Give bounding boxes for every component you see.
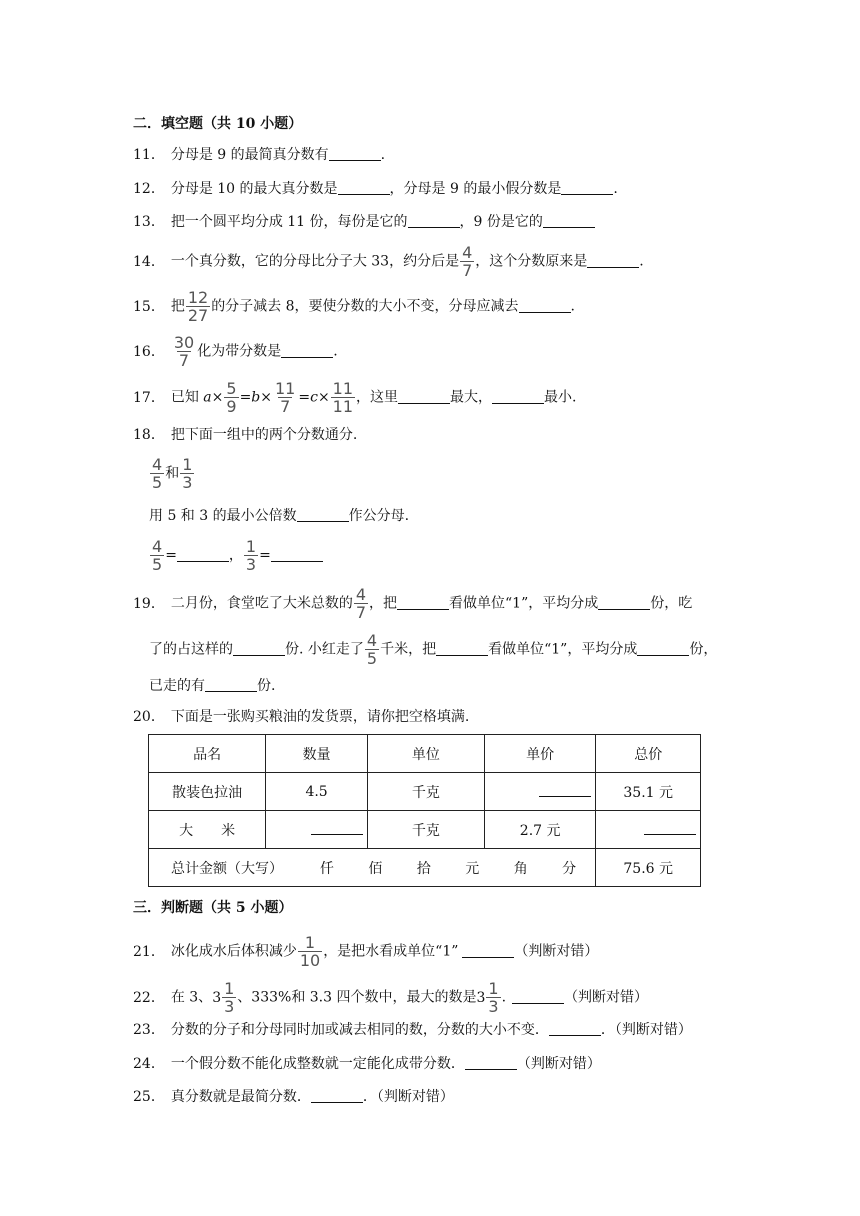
table-cell-blank[interactable] (484, 773, 595, 811)
times-sign: × (211, 389, 224, 406)
question-25 (133, 1087, 454, 1107)
answer-blank[interactable] (233, 641, 285, 656)
answer-blank[interactable] (398, 389, 450, 404)
question-text: 份. 小红走了 (285, 641, 364, 658)
total-amount-cell[interactable] (149, 849, 596, 887)
question-number: 19． (133, 595, 165, 612)
question-number: 14． (133, 253, 165, 270)
unit-jiao: 角 (513, 860, 528, 877)
numerator: 1 (304, 933, 316, 952)
equals-sign: = (298, 389, 311, 406)
question-text: ，是把水看成单位“1” (323, 943, 459, 960)
answer-blank[interactable] (436, 641, 488, 656)
table-cell: 千克 (367, 811, 484, 849)
section-title-fill-blank: 二．填空题（共 10 小题） (133, 116, 303, 132)
judge-hint: （判断对错） (514, 943, 599, 960)
answer-blank[interactable] (397, 595, 449, 610)
judge-hint: （判断对错） (516, 1056, 601, 1072)
question-text: ，分母是 9 的最小假分数是 (389, 181, 562, 197)
fraction (180, 456, 194, 491)
fraction (486, 980, 500, 1015)
table-cell-blank[interactable] (596, 811, 701, 849)
whole-part: 3 (476, 989, 486, 1006)
question-text: 用 5 和 3 的最小公倍数 (149, 508, 297, 524)
table-header-row (149, 735, 701, 773)
variable-c: c (310, 389, 318, 406)
section-title-true-false: 三．判断题（共 5 小题） (133, 900, 293, 916)
equals-sign: = (165, 547, 177, 564)
question-text: 冰化成水后体积减少 (170, 943, 297, 960)
question-number: 12． (133, 181, 165, 197)
header-cell: 单价 (484, 735, 595, 773)
answer-blank[interactable] (205, 677, 257, 692)
question-21 (133, 934, 598, 969)
header-cell: 数量 (266, 735, 368, 773)
question-text: ，9 份是它的 (459, 214, 543, 230)
header-cell: 品名 (149, 735, 266, 773)
table-row (149, 773, 701, 811)
table-cell: 大 米 (149, 811, 266, 849)
times-sign: × (260, 389, 272, 406)
answer-blank[interactable] (539, 782, 591, 797)
question-text: 把下面一组中的两个分数通分. (170, 427, 358, 443)
unit-fen: 分 (562, 860, 577, 877)
answer-blank[interactable] (329, 146, 381, 161)
answer-blank[interactable] (561, 180, 613, 195)
numerator: 4 (355, 585, 367, 604)
header-cell: 总价 (596, 735, 701, 773)
question-text: 份. (257, 678, 276, 694)
fraction (298, 934, 322, 969)
question-number: 18． (133, 427, 165, 443)
numerator: 5 (226, 379, 237, 398)
question-17 (133, 380, 576, 415)
variable-a: a (203, 389, 212, 406)
equals-sign: = (239, 389, 252, 406)
fraction (224, 380, 238, 415)
fraction (186, 289, 210, 324)
question-text: 把 (170, 298, 185, 315)
answer-blank[interactable] (177, 547, 229, 562)
answer-blank[interactable] (297, 507, 349, 522)
denominator: 9 (226, 397, 237, 416)
punctuation: . (613, 181, 618, 197)
question-20 (133, 707, 469, 727)
denominator: 7 (355, 603, 367, 622)
fraction (222, 980, 236, 1015)
question-text: 一个假分数不能化成整数就一定能化成带分数． (170, 1056, 465, 1072)
fraction (460, 244, 474, 279)
question-text: ，这里 (356, 389, 399, 406)
numerator: 4 (462, 243, 473, 262)
question-text: 真分数就是最简分数． (170, 1089, 311, 1105)
fraction (354, 586, 368, 621)
question-text: 化为带分数是 (197, 343, 282, 360)
denominator: 11 (332, 397, 354, 416)
question-text: 看做单位“1”，平均分成 (449, 595, 599, 612)
punctuation: . (501, 989, 507, 1006)
unit-yuan: 元 (465, 860, 480, 877)
question-12 (133, 179, 618, 199)
mixed-number (476, 979, 502, 1016)
whole-part: 3 (212, 989, 222, 1006)
question-24 (133, 1054, 601, 1074)
question-number: 21． (133, 943, 165, 960)
answer-blank[interactable] (465, 1055, 517, 1070)
unit-shi: 拾 (416, 860, 431, 877)
total-label: 总计金额（大写） (171, 860, 283, 877)
equals-sign: = (259, 547, 271, 564)
denominator: 5 (152, 473, 163, 492)
table-row (149, 811, 701, 849)
header-cell: 单位 (367, 735, 484, 773)
answer-blank[interactable] (519, 298, 571, 313)
judge-hint: （判断对错） (564, 989, 649, 1006)
judge-hint: （判断对错） (614, 1022, 692, 1038)
question-number: 11． (133, 147, 165, 163)
answer-blank[interactable] (644, 820, 696, 835)
answer-blank[interactable] (271, 547, 323, 562)
answer-blank[interactable] (587, 253, 639, 268)
numerator: 11 (275, 379, 296, 398)
unit-qian: 仟 (319, 860, 334, 877)
fraction (150, 538, 164, 573)
question-number: 22． (133, 989, 165, 1006)
question-18 (133, 425, 357, 445)
times-sign: × (317, 389, 330, 406)
numerator: 30 (173, 333, 195, 352)
question-19-line-1 (133, 586, 692, 621)
question-text: 份， (689, 641, 718, 658)
question-text: 分母是 9 的最简真分数有 (170, 147, 329, 163)
denominator: 3 (488, 997, 499, 1016)
question-23 (133, 1020, 692, 1040)
question-11 (133, 145, 385, 165)
question-text: 在 3、 (170, 989, 213, 1006)
invoice-table (148, 734, 701, 887)
question-text: 二月份，食堂吃了大米总数的 (170, 595, 353, 612)
denominator: 7 (178, 351, 190, 370)
answer-blank[interactable] (462, 943, 514, 958)
fraction (273, 380, 297, 415)
question-15 (133, 289, 575, 324)
fraction (365, 632, 379, 667)
answer-blank[interactable] (598, 595, 650, 610)
denominator: 7 (280, 397, 291, 416)
question-text: 的分子减去 8，要使分数的大小不变，分母应减去 (211, 298, 519, 315)
question-number: 23． (133, 1022, 165, 1038)
answer-blank[interactable] (543, 213, 595, 228)
question-text: 分母是 10 的最大真分数是 (170, 181, 338, 197)
question-18-lcm-line (149, 506, 409, 526)
question-text: 了的占这样的 (149, 641, 233, 658)
question-18-answer-line (149, 538, 323, 573)
numerator: 1 (245, 537, 257, 556)
numerator: 1 (224, 979, 235, 998)
question-22 (133, 980, 648, 1015)
table-cell-blank[interactable] (266, 811, 368, 849)
numerator: 4 (366, 631, 378, 650)
answer-blank[interactable] (338, 180, 390, 195)
question-text: ，这个分数原来是 (475, 253, 588, 270)
numerator: 1 (488, 979, 499, 998)
denominator: 7 (462, 261, 473, 280)
question-19-line-3 (149, 676, 275, 696)
question-number: 20． (133, 709, 165, 725)
denominator: 5 (366, 649, 378, 668)
answer-blank[interactable] (512, 989, 564, 1004)
question-text: 份，吃 (650, 595, 693, 612)
answer-blank[interactable] (311, 1088, 363, 1103)
question-16 (133, 334, 338, 369)
question-text: 、333%和 3.3 四个数中，最大的数是 (237, 989, 477, 1006)
answer-blank[interactable] (408, 213, 460, 228)
total-value-cell: 75.6 元 (596, 849, 701, 887)
table-cell: 千克 (367, 773, 484, 811)
question-text: 千米，把 (380, 641, 437, 658)
question-text: 把一个圆平均分成 11 份，每份是它的 (170, 214, 408, 230)
question-18-fractions (149, 456, 195, 491)
denominator: 3 (245, 555, 257, 574)
and-word: 和 (165, 465, 180, 482)
punctuation: . (570, 298, 575, 315)
question-number: 13． (133, 214, 165, 230)
question-text: 最大， (450, 389, 493, 406)
answer-blank[interactable] (492, 389, 544, 404)
mixed-number (212, 979, 237, 1016)
unit-bai: 佰 (368, 860, 383, 877)
punctuation: . (333, 343, 338, 360)
question-number: 17． (133, 389, 165, 406)
punctuation: . (380, 147, 386, 163)
fraction (244, 538, 258, 573)
answer-blank[interactable] (281, 343, 333, 358)
denominator: 3 (182, 473, 193, 492)
numerator: 1 (182, 455, 193, 474)
question-text: 作公分母. (348, 508, 410, 524)
question-text: 已走的有 (149, 678, 205, 694)
variable-b: b (251, 389, 261, 406)
denominator: 5 (152, 555, 163, 574)
denominator: 10 (299, 951, 321, 970)
table-cell: 4.5 (266, 773, 368, 811)
question-number: 24． (133, 1056, 165, 1072)
table-cell: 2.7 元 (484, 811, 595, 849)
punctuation: . (639, 253, 644, 270)
question-14 (133, 244, 644, 279)
numerator: 4 (152, 455, 163, 474)
question-text: 分数的分子和分母同时加或减去相同的数，分数的大小不变． (170, 1022, 549, 1038)
punctuation: ． (362, 1089, 377, 1105)
answer-blank[interactable] (311, 820, 363, 835)
fraction (172, 334, 196, 369)
punctuation: ， (228, 547, 243, 564)
answer-blank[interactable] (637, 641, 689, 656)
question-19-line-2 (149, 632, 717, 667)
table-cell: 散装色拉油 (149, 773, 266, 811)
question-text: 一个真分数，它的分母比分子大 33，约分后是 (170, 253, 460, 270)
answer-blank[interactable] (549, 1021, 601, 1036)
numerator: 4 (152, 537, 163, 556)
question-text: 最小. (544, 389, 577, 406)
question-text: 下面是一张购买粮油的发货票，请你把空格填满. (170, 709, 470, 725)
question-text: 已知 (170, 389, 199, 406)
question-number: 16． (133, 343, 165, 360)
judge-hint: （判断对错） (376, 1089, 454, 1105)
denominator: 27 (187, 306, 209, 325)
fraction (331, 380, 355, 415)
numerator: 11 (332, 379, 354, 398)
numerator: 12 (187, 288, 209, 307)
table-cell: 35.1 元 (596, 773, 701, 811)
table-total-row (149, 849, 701, 887)
question-number: 15． (133, 298, 165, 315)
question-number: 25． (133, 1089, 165, 1105)
question-13 (133, 212, 595, 232)
denominator: 3 (224, 997, 235, 1016)
question-text: 看做单位“1”，平均分成 (488, 641, 638, 658)
fraction (150, 456, 164, 491)
punctuation: ． (600, 1022, 615, 1038)
question-text: ，把 (369, 595, 398, 612)
